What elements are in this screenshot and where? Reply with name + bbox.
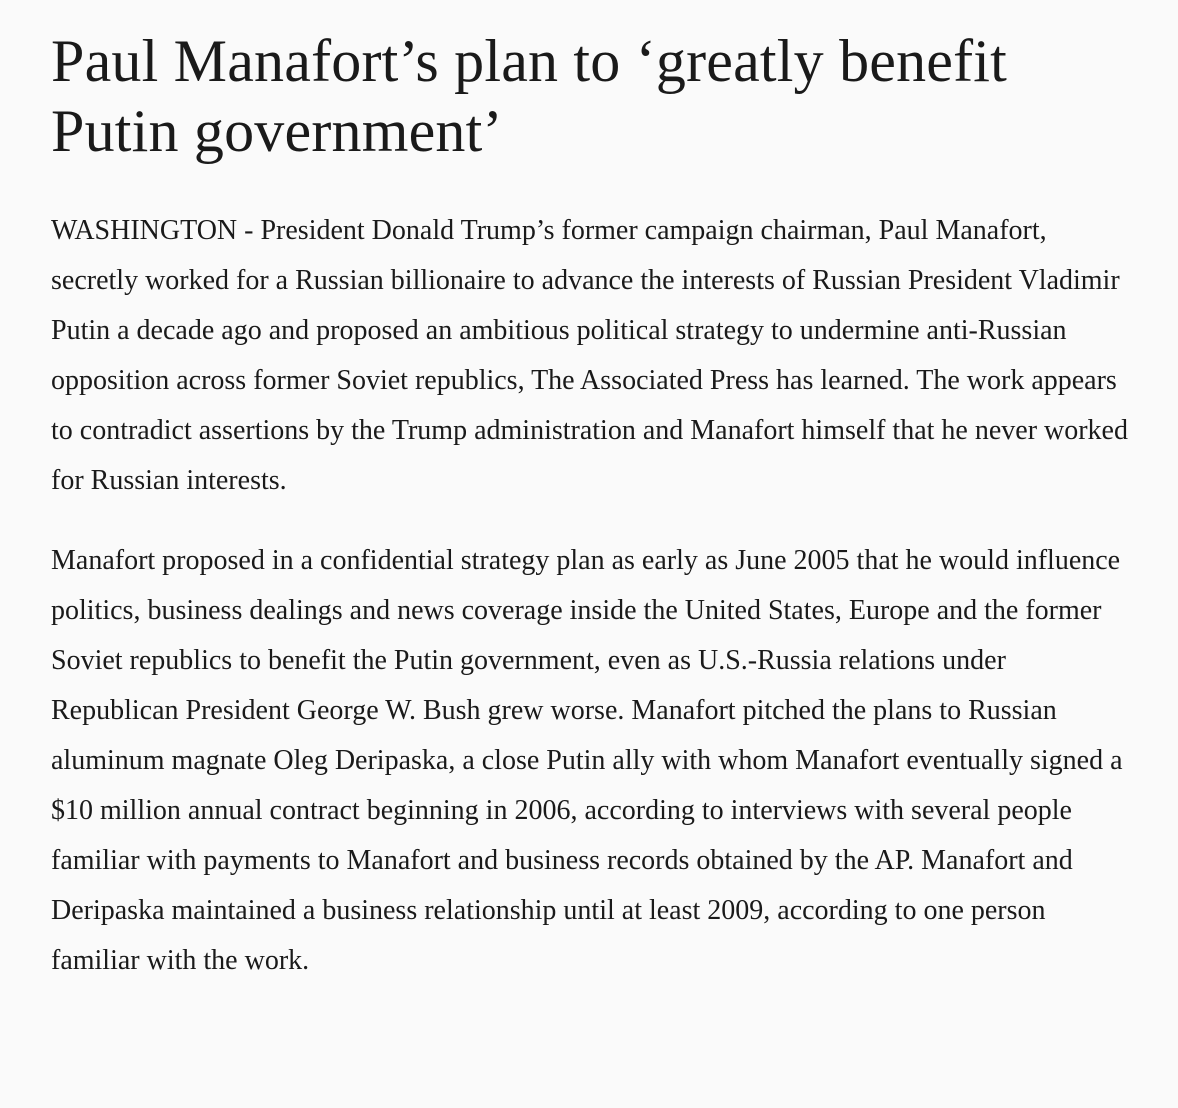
article-headline: Paul Manafort’s plan to ‘greatly benefit Putin government’ (51, 28, 1008, 164)
article-paragraph-2: Manafort proposed in a confidential strategy plan as early as June 2005 that he would influence politics, business dealings and news coverage inside the United States, Europe and the former Soviet republics to benefit the Putin government, even as U.S.-Russia relations under Republican President George W. Bush grew worse. Manafort pitched the plans to Russian aluminum magnate Oleg Deripaska, a close Putin ally with whom Manafort eventually signed a $10 million annual contract beginning in 2006, according to interviews with several people familiar with payments to Manafort and business records obtained by the AP. Manafort and Deripaska maintained a business relationship until at least 2009, according to one person familiar with the work. (51, 545, 1123, 976)
article-paragraph-1: WASHINGTON - President Donald Trump’s former campaign chairman, Paul Manafort, secretly worked for a Russian billionaire to advance the interests of Russian President Vladimir Putin a decade ago and proposed an ambitious political strategy to undermine anti-Russian opposition across former Soviet republics, The Associated Press has learned. The work appears to contradict assertions by the Trump administration and Manafort himself that he never worked for Russian interests. (51, 215, 1128, 496)
